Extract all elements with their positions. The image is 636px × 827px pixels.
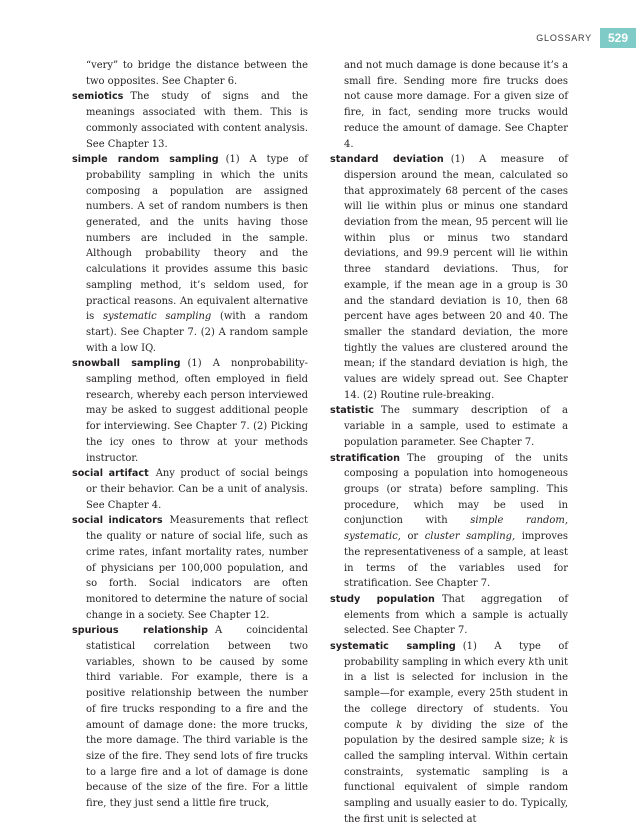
term: semiotics (72, 91, 124, 103)
term: study population (330, 593, 435, 605)
glossary-entry-study-population (330, 592, 568, 639)
term: statistic (330, 405, 374, 417)
glossary-entry-spurious-relationship (72, 623, 308, 811)
glossary-entry-statistic (330, 403, 568, 450)
definition: (with a random start). See Chapter 7. (2) A random sample with a low IQ. (86, 311, 308, 354)
section-label: GLOSSARY (536, 33, 592, 43)
term: standard deviation (330, 154, 444, 166)
definition: The study of signs and the meanings associated with them. This is commonly associated with content analysis. See Chapter 13. (86, 91, 308, 150)
glossary-entry-systematic-sampling: systematic sampling (1) A type of probability sampling in which every kth unit in a list is selected for inclusion in the sample—for example, every 25th student in the college directory of students. You compute k by dividing the size of the population by the desired sample size; k is called the sampling interval. Within certain constraints, systematic sampling is a functional equivalent of simple random sampling and usually easier to do. Typically, the first unit is selected at (330, 641, 568, 825)
glossary-entry-standard-deviation (330, 152, 568, 403)
term: social indicators (72, 515, 163, 527)
term: stratification (330, 452, 400, 464)
definition: (1) A measure of dispersion around the mean, calculated so that approximately 68 percent of the cases will lie within plus or minus one standard deviation from the mean, 95 percent will lie within plus or minus two standard deviations, and 99.9 percent will lie within three standard deviations. Thus, for example, if the mean age in a group is 30 and the standard deviation is 10, then 68 percent have ages between 20 and 40. The smaller the standard deviation, the more tightly the values are clustered around the mean; if the standard deviation is high, the values are widely spread out. See Chapter 14. (2) Routine rule-breaking. (344, 154, 568, 401)
left-column (72, 58, 308, 812)
glossary-entry-stratification: stratification The grouping of the units composing a population into homogeneous groups (or strata) before sampling. This procedure, which may be used in conjunction with simple random, systematic, or cluster sampling, improves the representativeness of a sample, at least in terms of the variables used for stratification. See Chapter 7. (330, 452, 568, 590)
glossary-entry-continuation: and not much damage is done because it’s a small fire. Sending more fire trucks does not cause more damage. For a given size of fire, in fact, sending more trucks would reduce the amount of damage. See Chapter 4. (344, 60, 568, 150)
term: spurious relationship (72, 625, 208, 637)
definition: A coincidental statistical correlation between two variables, shown to be caused by some third variable. For example, there is a positive relationship between the number of fire trucks responding to a fire and the amount of damage done: the more trucks, the more damage. The third variable is the size of the fire. They send lots of fire trucks to a large fire and a lot of damage is done because of the size of the fire. For a little fire, they just send a little fire truck, (86, 625, 308, 810)
variable-k: k (396, 719, 403, 731)
glossary-entry-snowball-sampling (72, 356, 308, 466)
page-number: 529 (600, 28, 636, 48)
definition-italic: simple random, systematic, (344, 515, 568, 543)
definition: That aggregation of elements from which a sample is actually selected. See Chapter 7. (344, 593, 568, 637)
definition: Any product of social beings or their behavior. Can be a unit of analysis. See Chapter 4. (86, 468, 308, 511)
glossary-entry-continuation: “very” to bridge the distance between the two opposites. See Chapter 6. (86, 60, 308, 87)
variable-k: k (549, 735, 556, 747)
term: systematic sampling (330, 641, 456, 653)
definition: The summary description of a variable in a sample, used to estimate a population parameter. See Chapter 7. (344, 405, 568, 448)
term: snowball sampling (72, 358, 181, 370)
definition: Measurements that reflect the quality or nature of social life, such as crime rates, infant mortality rates, number of physicians per 100,000 population, and so forth. Social indicators are often monitored to determine the nature of social change in a society. See Chapter 12. (86, 515, 308, 621)
glossary-entry-social-indicators (72, 513, 308, 623)
definition: (1) A type of probability sampling in which every (344, 641, 568, 668)
variable-k: k (528, 656, 535, 668)
definition: The grouping of the units composing a population into homogeneous groups (or strata) before sampling. This procedure, which may be used in conjunction with (344, 452, 568, 527)
definition: improves the representativeness of a sample, at least in terms of the variables used for stratification. See Chapter 7. (344, 531, 568, 590)
definition: (1) A nonprobability-sampling method, often employed in field research, whereby each person interviewed may be asked to suggest additional people for interviewing. See Chapter 7. (2) Picking the icy ones to throw at your methods instructor. (86, 358, 308, 464)
definition-italic: systematic sampling (102, 311, 212, 323)
right-column (330, 58, 568, 827)
running-head (536, 28, 636, 48)
glossary-entry-simple-random-sampling (72, 152, 308, 356)
definition-italic: cluster sampling, (424, 531, 516, 543)
term: simple random sampling (72, 154, 219, 166)
definition: (1) A type of probability sampling in which the units composing a population are assigned numbers. A set of random numbers is then generated, and the units having those numbers are included in the sample. Although probability theory and the calculations it provides assume this basic sampling method, it’s seldom used, for practical reasons. An equivalent alternative is (86, 154, 308, 323)
glossary-entry-social-artifact (72, 466, 308, 513)
glossary-entry-semiotics (72, 89, 308, 152)
term: social artifact (72, 468, 149, 480)
